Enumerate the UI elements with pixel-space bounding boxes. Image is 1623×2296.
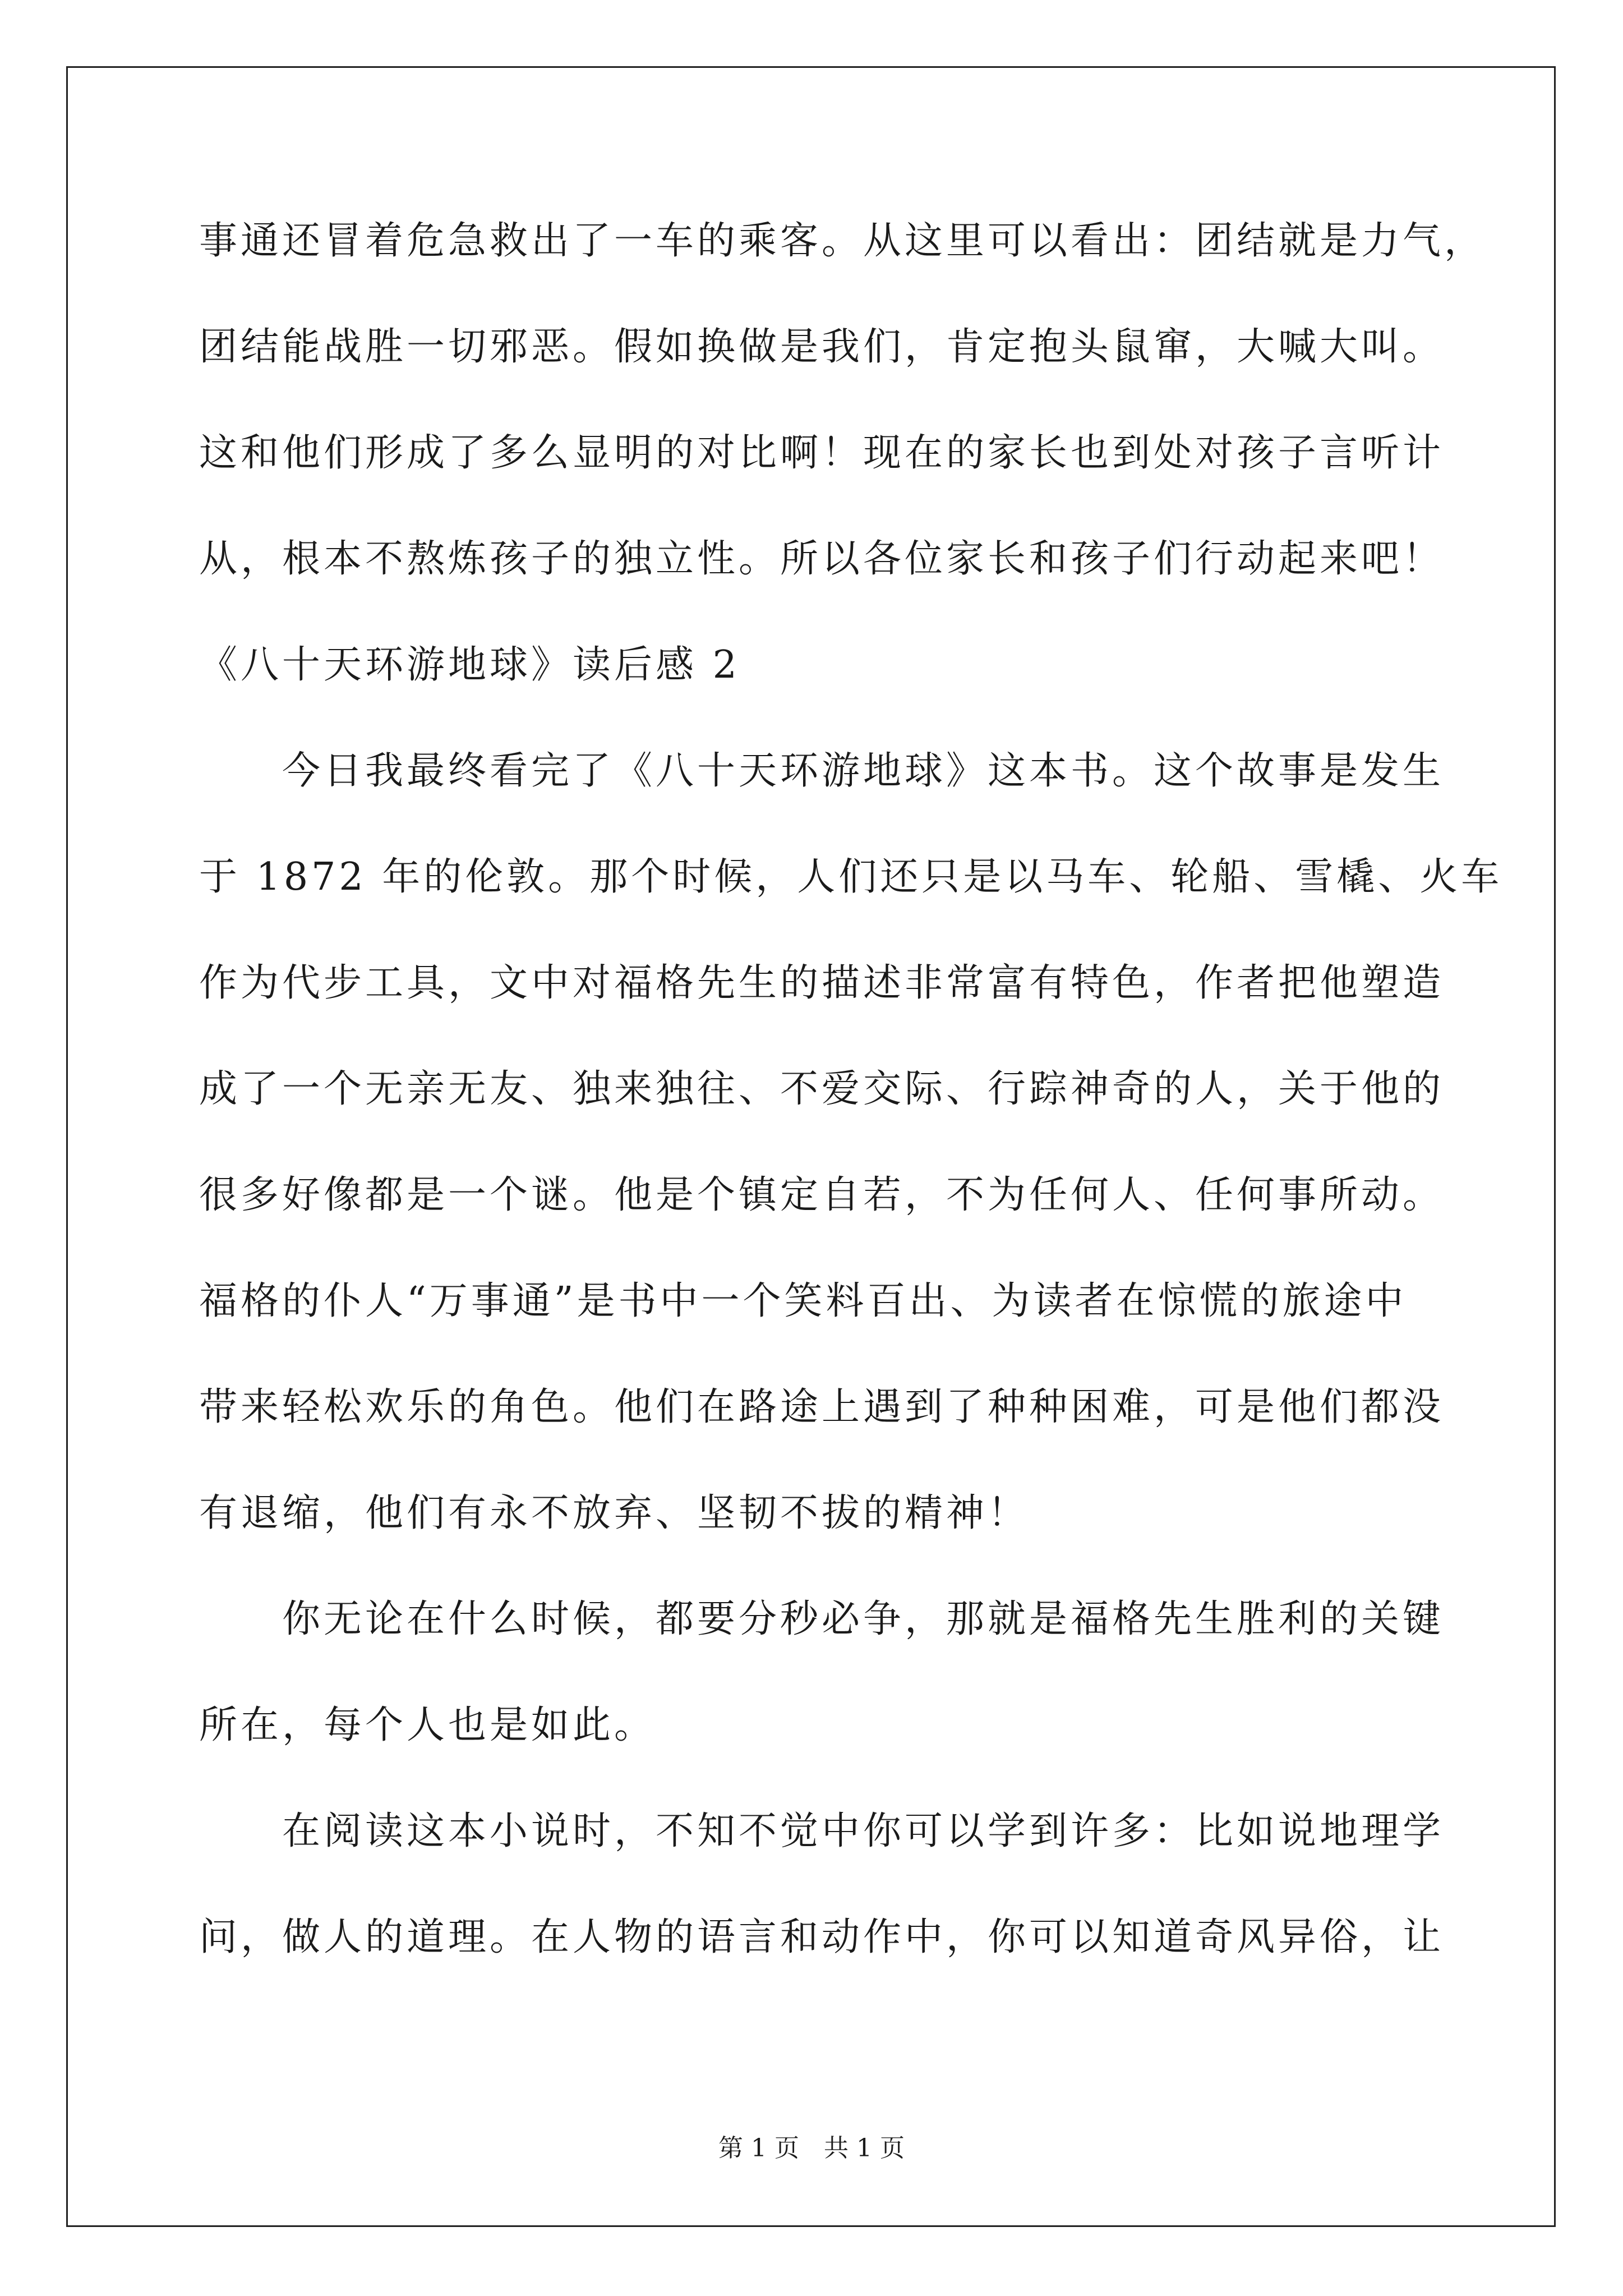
page-footer: 第 1 页 共 1 页 <box>718 2134 905 2162</box>
section-heading: 《八十天环游地球》读后感 2 <box>199 643 740 687</box>
text-line: 从，根本不熬炼孩子的独立性。所以各位家长和孩子们行动起来吧！ <box>199 537 1445 581</box>
text-line: 成了一个无亲无友、独来独往、不爱交际、行踪神奇的人，关于他的 <box>199 1067 1445 1111</box>
text-line: 福格的仆人“万事通”是书中一个笑料百出、为读者在惊慌的旅途中 <box>199 1279 1407 1323</box>
text-line: 带来轻松欢乐的角色。他们在路途上遇到了种种困难，可是他们都没 <box>199 1385 1445 1429</box>
text-line: 在阅读这本小说时，不知不觉中你可以学到许多：比如说地理学 <box>199 1809 1445 1853</box>
text-line: 事通还冒着危急救出了一车的乘客。从这里可以看出：团结就是力气， <box>199 219 1486 263</box>
text-line: 所在，每个人也是如此。 <box>199 1703 656 1747</box>
text-line: 问，做人的道理。在人物的语言和动作中，你可以知道奇风异俗，让 <box>199 1915 1445 1959</box>
text-line: 很多好像都是一个谜。他是个镇定自若，不为任何人、任何事所动。 <box>199 1173 1445 1217</box>
text-line: 作为代步工具，文中对福格先生的描述非常富有特色，作者把他塑造 <box>199 961 1445 1005</box>
text-line: 你无论在什么时候，都要分秒必争，那就是福格先生胜利的关键 <box>199 1597 1445 1641</box>
text-line: 于 1872 年的伦敦。那个时候，人们还只是以马车、轮船、雪橇、火车 <box>199 855 1503 899</box>
text-line: 有退缩，他们有永不放弃、坚韧不拔的精神！ <box>199 1491 1030 1535</box>
text-line: 团结能战胜一切邪恶。假如换做是我们，肯定抱头鼠窜，大喊大叫。 <box>199 325 1445 369</box>
text-line: 今日我最终看完了《八十天环游地球》这本书。这个故事是发生 <box>199 749 1445 793</box>
page-border <box>66 66 1556 2227</box>
text-line: 这和他们形成了多么显明的对比啊！现在的家长也到处对孩子言听计 <box>199 431 1445 475</box>
